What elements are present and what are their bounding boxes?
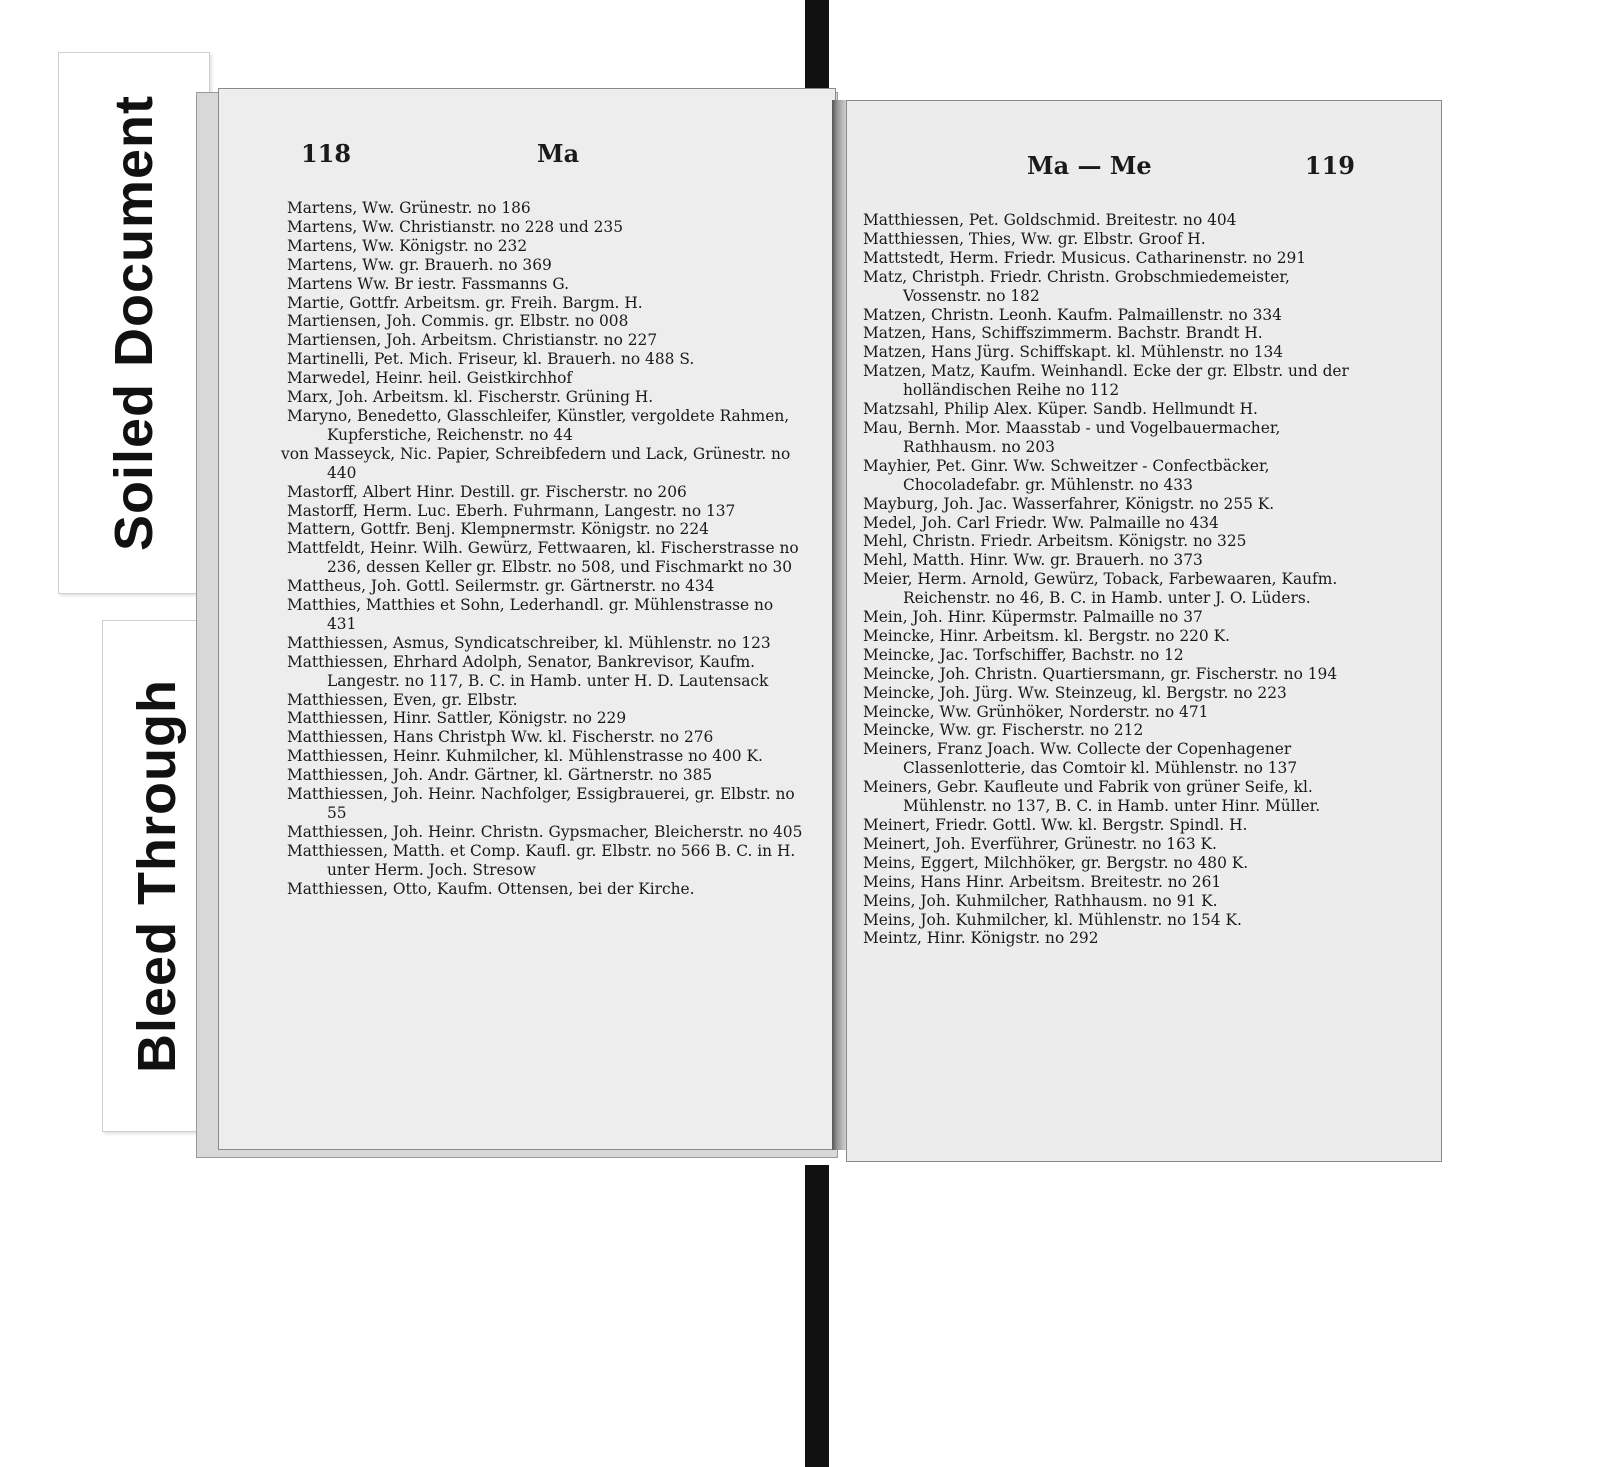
directory-entry: Matzsahl, Philip Alex. Küper. Sandb. Hellmundt H.	[863, 400, 1258, 419]
directory-entry: Martens, Ww. gr. Brauerh. no 369	[287, 255, 552, 274]
directory-entry: Matz, Christph. Friedr. Christn. Grobschmiedemeister, Vossenstr. no 182	[863, 267, 1290, 305]
directory-entry: Mehl, Matth. Hinr. Ww. gr. Brauerh. no 373	[863, 551, 1203, 570]
directory-entry: Meier, Herm. Arnold, Gewürz, Toback, Farbewaaren, Kaufm. Reichenstr. no 46, B. C. in Hamb. unter J. O. Lüders.	[863, 570, 1338, 608]
directory-entry: Mastorff, Herm. Luc. Eberh. Fuhrmann, Langestr. no 137	[287, 501, 736, 520]
directory-entry: Meins, Eggert, Milchhöker, gr. Bergstr. no 480 K.	[863, 853, 1249, 872]
directory-entry: Martiensen, Joh. Commis. gr. Elbstr. no 008	[287, 312, 629, 331]
soiled-document-text: Soiled Document	[104, 94, 164, 552]
directory-entry: Mattstedt, Herm. Friedr. Musicus. Catharinenstr. no 291	[863, 248, 1307, 267]
gutter-strip-top	[805, 0, 829, 100]
running-head: Ma — Me	[1027, 151, 1152, 180]
directory-entry: Mayhier, Pet. Ginr. Ww. Schweitzer - Confectbäcker, Chocoladefabr. gr. Mühlenstr. no 433	[863, 456, 1270, 494]
directory-entry: Meinert, Joh. Everführer, Grünestr. no 163 K.	[863, 834, 1217, 853]
soiled-document-label	[58, 52, 210, 594]
directory-entry: Meiners, Franz Joach. Ww. Collecte der Copenhagener Classenlotterie, das Comtoir kl. Mühlenstr. no 137	[863, 740, 1298, 778]
book-spine	[832, 100, 846, 1150]
directory-entry: Mastorff, Albert Hinr. Destill. gr. Fischerstr. no 206	[287, 482, 687, 501]
directory-entry: Matzen, Christn. Leonh. Kaufm. Palmaillenstr. no 334	[863, 305, 1282, 324]
directory-entry: Meins, Joh. Kuhmilcher, kl. Mühlenstr. no 154 K.	[863, 910, 1242, 929]
directory-entry: Meincke, Joh. Jürg. Ww. Steinzeug, kl. Bergstr. no 223	[863, 683, 1287, 702]
directory-entry: Mattern, Gottfr. Benj. Klempnermstr. Königstr. no 224	[287, 520, 709, 539]
directory-entry: Matthiessen, Heinr. Kuhmilcher, kl. Mühlenstrasse no 400 K.	[287, 747, 763, 766]
directory-entry: Matthiessen, Joh. Andr. Gärtner, kl. Gärtnerstr. no 385	[287, 766, 713, 785]
directory-entry: Mein, Joh. Hinr. Küpermstr. Palmaille no 37	[863, 608, 1203, 627]
directory-entry: Mayburg, Joh. Jac. Wasserfahrer, Königstr. no 255 K.	[863, 494, 1275, 513]
directory-entry: Matzen, Matz, Kaufm. Weinhandl. Ecke der gr. Elbstr. und der holländischen Reihe no 112	[863, 362, 1349, 400]
directory-entry: Matthiessen, Asmus, Syndicatschreiber, kl. Mühlenstr. no 123	[287, 633, 771, 652]
directory-entry: von Masseyck, Nic. Papier, Schreibfedern und Lack, Grünestr. no 440	[281, 444, 791, 482]
directory-entry: Meincke, Jac. Torfschiffer, Bachstr. no 12	[863, 645, 1184, 664]
directory-entry: Marx, Joh. Arbeitsm. kl. Fischerstr. Grüning H.	[287, 388, 654, 407]
bleed-through-text: Bleed Through	[127, 679, 187, 1073]
directory-entry: Martie, Gottfr. Arbeitsm. gr. Freih. Bargm. H.	[287, 293, 643, 312]
directory-entry: Martens, Ww. Grünestr. no 186	[287, 199, 531, 217]
directory-entry: Meintz, Hinr. Königstr. no 292	[863, 929, 1099, 948]
right-page-header	[847, 151, 1441, 191]
directory-entry: Meincke, Hinr. Arbeitsm. kl. Bergstr. no 220 K.	[863, 626, 1230, 645]
directory-entry: Matthiessen, Even, gr. Elbstr.	[287, 690, 518, 709]
directory-entry: Martens, Ww. Christianstr. no 228 und 235	[287, 217, 624, 236]
directory-entry: Meincke, Joh. Christn. Quartiersmann, gr. Fischerstr. no 194	[863, 664, 1338, 683]
directory-entry: Matzen, Hans, Schiffszimmerm. Bachstr. Brandt H.	[863, 324, 1263, 343]
directory-entry: Mattheus, Joh. Gottl. Seilermstr. gr. Gärtnerstr. no 434	[287, 577, 715, 596]
directory-entry: Martens, Ww. Königstr. no 232	[287, 236, 528, 255]
directory-entry: Medel, Joh. Carl Friedr. Ww. Palmaille no 434	[863, 513, 1219, 532]
right-entries	[863, 211, 1357, 948]
directory-entry: Meins, Hans Hinr. Arbeitsm. Breitestr. no 261	[863, 872, 1222, 891]
directory-entry: Martinelli, Pet. Mich. Friseur, kl. Brauerh. no 488 S.	[287, 350, 695, 369]
directory-entry: Matthiessen, Thies, Ww. gr. Elbstr. Groof H.	[863, 229, 1206, 248]
directory-entry: Martiensen, Joh. Arbeitsm. Christianstr. no 227	[287, 331, 658, 350]
directory-entry: Maryno, Benedetto, Glasschleifer, Künstler, vergoldete Rahmen, Kupferstiche, Reichenstr. no 44	[287, 406, 790, 444]
page-number: 119	[1304, 151, 1355, 180]
directory-entry: Matthiessen, Hans Christph Ww. kl. Fischerstr. no 276	[287, 728, 714, 747]
right-page	[846, 100, 1442, 1162]
directory-entry: Matzen, Hans Jürg. Schiffskapt. kl. Mühlenstr. no 134	[863, 343, 1284, 362]
left-entries	[281, 199, 805, 899]
directory-entry: Matthiessen, Ehrhard Adolph, Senator, Bankrevisor, Kaufm. Langestr. no 117, B. C. in Hamb. unter H. D. Lautensack	[287, 652, 769, 690]
directory-entry: Matthiessen, Otto, Kaufm. Ottensen, bei der Kirche.	[287, 879, 695, 898]
directory-entry: Meincke, Ww. gr. Fischerstr. no 212	[863, 721, 1144, 740]
directory-entry: Mattfeldt, Heinr. Wilh. Gewürz, Fettwaaren, kl. Fischerstrasse no 236, dessen Keller gr. Elbstr. no 508, und Fischmarkt no 30	[287, 539, 799, 577]
directory-entry: Meincke, Ww. Grünhöker, Norderstr. no 471	[863, 702, 1209, 721]
directory-entry: Meinert, Friedr. Gottl. Ww. kl. Bergstr. Spindl. H.	[863, 816, 1248, 834]
running-head: Ma	[537, 139, 580, 168]
left-page	[218, 88, 836, 1150]
page-number: 118	[301, 139, 352, 168]
directory-entry: Martens Ww. Br iestr. Fassmanns G.	[287, 274, 569, 293]
directory-entry: Matthiessen, Joh. Heinr. Nachfolger, Essigbrauerei, gr. Elbstr. no 55	[287, 785, 795, 822]
directory-entry: Matthies, Matthies et Sohn, Lederhandl. gr. Mühlenstrasse no 431	[287, 596, 774, 633]
directory-entry: Mehl, Christn. Friedr. Arbeitsm. Königstr. no 325	[863, 532, 1247, 551]
directory-entry: Matthiessen, Joh. Heinr. Christn. Gypsmacher, Bleicherstr. no 405	[287, 822, 803, 841]
left-page-header	[219, 139, 835, 179]
directory-entry: Meiners, Gebr. Kaufleute und Fabrik von grüner Seife, kl. Mühlenstr. no 137, B. C. in Hamb. unter Hinr. Müller.	[863, 778, 1321, 816]
directory-entry: Mau, Bernh. Mor. Maasstab - und Vogelbauermacher, Rathhausm. no 203	[863, 418, 1281, 456]
directory-entry: Matthiessen, Pet. Goldschmid. Breitestr. no 404	[863, 211, 1237, 229]
directory-entry: Marwedel, Heinr. heil. Geistkirchhof	[287, 369, 573, 388]
directory-entry: Matthiessen, Matth. et Comp. Kaufl. gr. Elbstr. no 566 B. C. in H. unter Herm. Joch. Stresow	[287, 841, 796, 879]
directory-entry: Meins, Joh. Kuhmilcher, Rathhausm. no 91 K.	[863, 891, 1218, 910]
directory-entry: Matthiessen, Hinr. Sattler, Königstr. no 229	[287, 709, 627, 728]
gutter-strip-bottom	[805, 1165, 829, 1467]
